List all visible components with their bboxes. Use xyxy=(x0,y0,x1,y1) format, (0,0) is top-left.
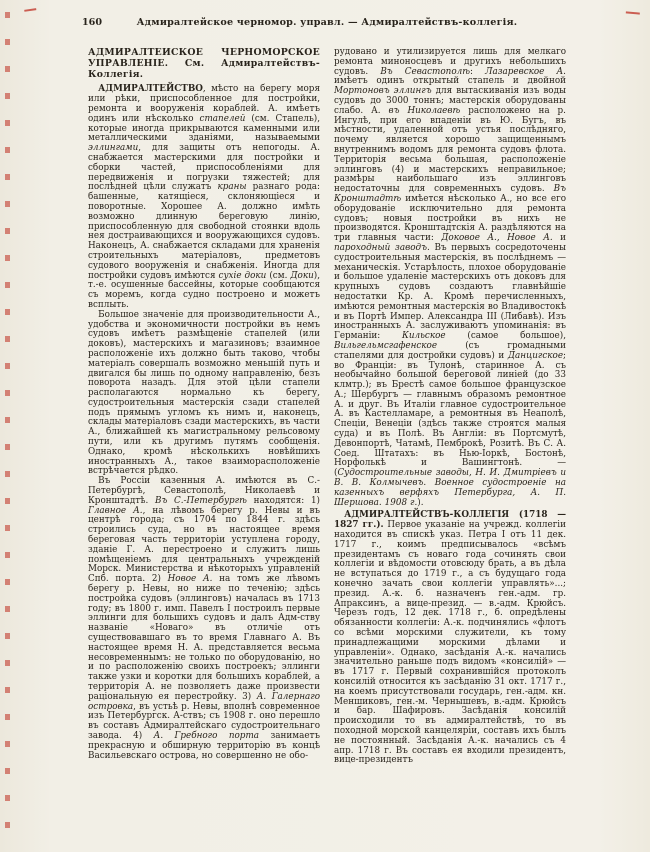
text-segment: краны xyxy=(217,182,247,193)
text-segment: Доковое А. xyxy=(441,233,497,244)
text-segment: Новое А. xyxy=(507,233,553,244)
text-segment: Первое указаніе на учрежд. коллегіи находится въ спискѣ указ. Петра I отъ 11 дек. 1717 г., коимъ предписывалось «всѣмъ президентамъ съ новаго года сочинять свои коллегіи и вѣдомости отовсюду брать, а въ дѣла не вступаться до 1719 г., а съ будущаго года конечно зачать свои коллегіи управлять»...; презид. А.-к. б. назначенъ ген.-адм. гр. Апраксинъ, а вице-презид. — в.-адм. Крюйсъ. Черезъ годъ, 12 дек. 1718 г., б. опредѣлены обязанности коллегіи: А.-к. подчинялись «флотъ со всѣми морскими служители, къ тому принадлежащими морскими дѣлами и управленіи». Однако, засѣданія А.-к. начались значительно раньше подъ видомъ «консилій» — въ 1717 г. Первый сохранившійся протоколъ консилій относится къ засѣданію 31 окт. 1717 г., на коемъ присутствовали государь, ген.-адм. кн. Меншиковъ, ген.-м. Чернышевъ, в.-адм. Крюйсъ и бар. Шафировъ. Засѣданія консилій происходили то въ адмиралтействѣ, то въ походной морской канцеляріи, составъ ихъ былъ не постоянный. Засѣданія А.-к. начались съ 4 апр. 1718 г. Въ составъ ея входили президентъ, вице-президентъ xyxy=(334,520,566,766)
text-segment: (см. Стапель), которые иногда прикрываются каменными или металлическими зданіями, называемыми xyxy=(88,113,320,144)
text-segment: Адмиралтействъ-Коллегія. xyxy=(88,57,320,80)
text-segment: . Въ первыхъ сосредоточены судостроительныя мастерскія, въ послѣднемъ — механическія. Устарѣлость, плохое оборудованіе и большое удаленіе мастерскихъ отъ доковъ для крупныхъ судовъ создаютъ главнѣйшіе недостатки Кр. А. Кромѣ перечисленныхъ, имѣются ремонтныя мастерскія во Владивостокѣ и въ Портѣ Импер. Александра III (Либавѣ). Изъ иностранныхъ А. заслуживаютъ упоминанія: въ Германіи: xyxy=(334,242,566,342)
text-segment: и xyxy=(552,233,566,244)
paragraph-continuation-foreign-admiralties xyxy=(334,48,566,508)
page-header xyxy=(82,16,566,32)
text-segment: А. Гребного порта xyxy=(153,730,260,741)
text-segment: эллингами xyxy=(88,143,139,154)
text-segment: стапелей xyxy=(199,113,246,124)
text-segment: расположено на р. Ингулѣ, при его впаденіи въ Ю. Бугъ, въ мѣстности, удаленной отъ устья послѣдняго, почему является хорошо защищеннымъ внутреннимъ водомъ для ремонта судовъ флота. Территорія весьма большая, расположеніе эллинговъ (4) и мастерскихъ неправильное; размѣры наибольшаго изъ эллинговъ недостаточны для современныхъ судовъ. xyxy=(334,105,566,195)
text-segment: , xyxy=(496,233,508,244)
text-segment: ), т.-е. осушенные бассейны, которые сообщаются съ моремъ, когда судно построено и можетъ всплыть. xyxy=(88,270,320,310)
scan-artifact-left-margin-marks xyxy=(5,12,10,842)
text-segment: , мѣсто на берегу моря или рѣки, приспособленное для постройки, ремонта и вооруженія кораблей. А. имѣетъ одинъ или нѣсколько xyxy=(88,84,320,124)
text-segment: Лазаревское А. xyxy=(485,66,566,77)
text-segment: находятся: 1) xyxy=(246,495,320,506)
text-segment: на томъ же лѣвомъ берегу р. Невы, но ниже по теченію; здѣсь постройка судовъ (эллинговъ) началась въ 1713 году; въ 1800 г. имп. Павелъ I построилъ первые эллинги для большихъ судовъ и далъ Адм-ству названіе «Новаго» въ отличіе отъ существовавшаго въ то время Главнаго А. Въ настоящее время Н. А. представляется весьма несовременнымъ: не только по оборудованію, но и по расположенію своихъ построекъ; эллинги также узки и коротки для большихъ кораблей, а территорія А. не позволяетъ даже произвести раціональную ея перестройку. 3) xyxy=(88,574,320,702)
text-segment: рудовано и утилизируется лишь для мелкаго ремонта миноносцевъ и другихъ небольшихъ судовъ. xyxy=(334,48,566,77)
page-content xyxy=(82,16,566,830)
text-segment: : xyxy=(469,66,486,77)
text-segment: , для защиты отъ непогоды. А. снабжается мастерскими для постройки и сборки частей, приспособленіями для передвиженія и погрузки тяжестей; для послѣдней цѣли служатъ xyxy=(88,143,320,193)
text-segment: ). xyxy=(417,497,424,508)
text-segment: для вытаскиванія изъ воды судовъ до 3000 тоннъ; мастерскія оборудованы слабо. А. xyxy=(334,86,566,116)
text-segment: пароходный заводъ xyxy=(334,242,427,253)
text-segment: Мортоновъ эллингъ xyxy=(334,86,432,97)
article-heading-admiralteyskoe-chernomorskoe-upravlenie xyxy=(88,48,320,80)
article-admiralteystv-kollegia xyxy=(334,511,566,766)
text-segment: АДМИРАЛТЕЙСТВЪ-КОЛЛЕГІЯ (1718 — 1827 гг.). xyxy=(334,510,566,531)
page-number: 160 xyxy=(82,17,103,28)
right-column xyxy=(334,48,566,830)
text-segment: (съ громадными стапелями для достройки судовъ) и xyxy=(334,340,566,361)
text-segment: Въ Россіи казенныя А. имѣются въ С.-Петербургѣ, Севастополѣ, Николаевѣ и Кронштадтѣ. xyxy=(88,476,320,506)
text-segment: Кильское xyxy=(402,331,446,342)
text-segment: , на лѣвомъ берегу р. Невы и въ центрѣ города; съ 1704 по 1844 г. здѣсь строились суда, но въ настоящее время береговая часть территоріи уступлена городу, зданіе Г. А. перестроено и служитъ лишь помѣщеніемъ для центральныхъ учрежденій Морск. Министерства и нѣкоторыхъ управленій Спб. порта. 2) xyxy=(88,505,320,585)
text-segment: (самое большое), xyxy=(445,331,566,342)
text-segment: , въ устьѣ р. Невы, вполнѣ современное изъ Петербургск. А-ствъ; съ 1908 г. оно перешло въ составъ Адмиралтейскаго судостроительнаго завода. 4) xyxy=(88,701,320,741)
text-segment: въ Николаевѣ xyxy=(388,105,461,116)
text-segment: См. xyxy=(184,57,221,69)
text-segment: Доки xyxy=(290,270,314,281)
article-admiralteystvo xyxy=(88,85,320,310)
text-segment: разнаго рода: башенные, катящіеся, склоняющіеся и поворотные. Хорошее А. должно имѣть возможно длинную береговую линію, приспособленную для свободной стоянки вдоль нея достраивающихся и вооружающихся судовъ. Наконецъ, А. снабжается складами для храненія строительныхъ матеріаловъ, предметовъ судового вооруженія и снабженія. Иногда для постройки судовъ имѣются xyxy=(88,182,320,281)
paragraph-russian-admiralties xyxy=(88,477,320,761)
left-column xyxy=(88,48,320,830)
text-segment: сухіе доки xyxy=(218,270,267,281)
text-columns xyxy=(88,48,566,830)
running-title: Адмиралтейское черномор. управл. — Адмиралтействъ-коллегія. xyxy=(136,17,518,28)
text-segment: Большое значеніе для производительности А., удобства и экономичности постройки въ немъ судовъ имѣетъ размѣщеніе стапелей (или доковъ), мастерскихъ и магазиновъ; взаимное расположеніе ихъ должно быть таково, чтобы матеріалъ совершалъ возможно меньшій путь и двигался бы лишь по одному направленію, безъ поворота назадъ. Для этой цѣли стапели располагаются нормально къ берегу, судостроительныя мастерскія сзади стапелей подъ прямымъ угломъ къ нимъ и, наконецъ, склады матеріаловъ сзади мастерскихъ, въ части А., ближайшей къ магистральному рельсовому пути, или къ другимъ путямъ сообщенія. Однако, кромѣ нѣсколькихъ новѣйшихъ иностранныхъ А., такое взаиморасположеніе встрѣчается рѣдко. xyxy=(88,309,320,477)
text-segment: Главное А. xyxy=(88,505,143,516)
text-segment: занимаетъ прекрасную и обширную территорію въ концѣ Васильевскаго острова, но совершенно не обо- xyxy=(88,730,320,761)
text-segment: Судостроительные заводы, Н. И. Дмитріевъ и В. В. Колмычевъ. Военное судостроеніе на казенныхъ верфяхъ Петербурга, А. П. Шершова. 1908 г. xyxy=(334,468,566,508)
text-segment: Въ Севастополѣ xyxy=(380,66,470,77)
scan-artifact-top-right-mark xyxy=(626,7,640,14)
text-segment: имѣетъ одинъ открытый стапель и двойной xyxy=(334,76,566,87)
paragraph-layout-of-admiralty xyxy=(88,311,320,478)
text-segment: Данцигское xyxy=(507,350,564,361)
text-segment: А. Галернаго островка xyxy=(88,691,320,712)
text-segment: Новое А. xyxy=(167,574,213,585)
text-segment: АДМИРАЛТЕЙСТВО xyxy=(98,84,203,95)
text-segment: Въ С.-Петербургѣ xyxy=(154,495,247,506)
text-segment: Вильгельмсгафенское xyxy=(334,340,438,351)
text-segment: АДМИРАЛТЕЙСКОЕ ЧЕРНОМОРСКОЕ УПРАВЛЕНІЕ. xyxy=(88,48,320,69)
text-segment: имѣется нѣсколько А., но все его оборудованіе исключительно для ремонта судовъ; новыя постройки въ нихъ не производятся. Кронштадтскія А. раздѣляются на три главныя части: xyxy=(334,193,566,244)
scan-artifact-top-left-mark xyxy=(24,4,37,12)
text-segment: ; во Франціи: въ Тулонѣ, старинное А. съ необычайно большой береговой линіей (до 33 клмтр.); въ Брестѣ самое большое французское А.; Шербургъ — главнымъ образомъ ремонтное А. и друг. Въ Италіи главное судостроительное А. въ Кастелламаре, а ремонтныя въ Неаполѣ, Спеціи, Венеціи (здѣсь также строятся малыя суда) и въ Полѣ. Въ Англіи: въ Портсмутѣ, Девонпортѣ, Чатамѣ, Пемброкѣ, Розитѣ. Въ С. А. Соед. Штатахъ: въ Нью-Іоркѣ, Бостонѣ, Норфолькѣ и Вашингтонѣ. — ( xyxy=(334,350,566,479)
text-segment: Въ Кронштадтѣ xyxy=(334,184,566,204)
text-segment: (см. xyxy=(266,270,291,281)
